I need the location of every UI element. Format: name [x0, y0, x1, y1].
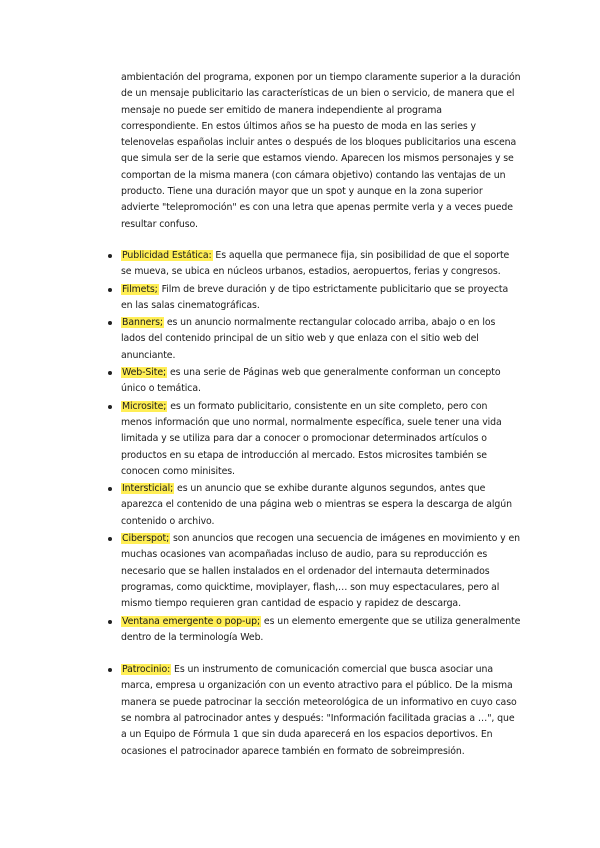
bullet-icon [108, 487, 112, 491]
definition-list [0, 248, 600, 761]
bullet-icon [108, 371, 112, 375]
term-definition: es un anuncio normalmente rectangular colocado arriba, abajo o en los lados del contenido principal de un sitio web y que enlaza con el sitio web del anunciante. [121, 317, 496, 361]
term-definition: es una serie de Páginas web que generalmente conforman un concepto único o temática. [121, 367, 501, 395]
bullet-icon [108, 288, 112, 292]
term-label: Banners; [122, 317, 163, 329]
term-label: Filmets; [122, 283, 158, 295]
term-definition: son anuncios que recogen una secuencia de imágenes en movimiento y en muchas ocasiones van acompañadas incluso de audio, para su reproducción es necesario que se hallen instalados en el ordenador del internauta determinados programas, como quicktime, moviplayer, flash,… son muy espectaculares, pero al mismo tiempo requieren gran cantidad de espacio y rapidez de descarga. [121, 533, 520, 610]
term-label: Patrocinio: [122, 664, 171, 676]
bullet-icon [108, 254, 112, 258]
term-definition: es un formato publicitario, consistente en un site completo, pero con menos información que uno normal, normalmente específica, suele tener una vida limitada y se utiliza para dar a conocer o promocionar determinados artículos o productos en su etapa de introducción al mercado. Estos microsites también se conocen como minisites. [121, 400, 502, 477]
list-item-banners [121, 315, 521, 364]
term-definition: es un elemento emergente que se utiliza generalmente dentro de la terminología Web. [121, 615, 521, 643]
bullet-icon [108, 668, 112, 672]
term-definition: Film de breve duración y de tipo estrictamente publicitario que se proyecta en las salas cinematográficas. [121, 283, 509, 311]
list-item-microsite [121, 399, 521, 480]
list-item-patrocinio [121, 662, 521, 760]
list-item-intersticial [121, 481, 521, 530]
term-label: Ciberspot; [122, 533, 170, 545]
list-item-publicidad-estatica [121, 248, 521, 281]
bullet-icon [108, 405, 112, 409]
list-item-web-site [121, 365, 521, 398]
term-label: Ventana emergente o pop-up; [122, 615, 261, 627]
list-item-ciberspot [121, 531, 521, 612]
list-item-filmets [121, 282, 521, 315]
term-definition: Es un instrumento de comunicación comercial que busca asociar una marca, empresa u organización con un evento atractivo para el público. De la misma manera se puede patrocinar la sección meteorológica de un informativo en cuyo caso se nombra al patrocinador antes y después: "Información facilitada gracias a …", que a un Equipo de Fórmula 1 que sin duda aparecerá en los espacios deportivos. En ocasiones el patrocinador aparece también en formato de sobreimpresión. [121, 664, 517, 757]
list-item-ventana-emergente [121, 614, 521, 647]
bullet-icon [108, 321, 112, 325]
term-label: Publicidad Estática: [122, 250, 212, 261]
intro-paragraph: ambientación del programa, exponen por un tiempo claramente superior a la duración de un mensaje publicitario las características de un bien o servicio, de manera que el mensaje no puede ser emitido de manera independiente al programa correspondiente. En estos últimos años se ha puesto de moda en las series y telenovelas españolas incluir antes o después de los bloques publicitarios una escena que simula ser de la serie que estamos viendo. Aparecen los mismos personajes y se comportan de la misma manera (con cámara objetivo) contando las ventajas de un producto. Tiene una duración mayor que un spot y aunque en la zona superior advierte "telepromoción" es con una letra que apenas permite verla y a veces puede resultar confuso. [121, 72, 521, 230]
term-definition: es un anuncio que se exhibe durante algunos segundos, antes que aparezca el contenido de una página web o mientras se espera la descarga de algún contenido o archivo. [121, 483, 512, 527]
term-label: Web-Site; [122, 367, 167, 379]
term-label: Microsite; [122, 400, 167, 412]
term-definition: Es aquella que permanece fija, sin posibilidad de que el soporte se mueva, se ubica en núcleos urbanos, estadios, aeropuertos, ferias y congresos. [121, 250, 510, 278]
term-label: Intersticial; [122, 483, 174, 495]
bullet-icon [108, 537, 112, 541]
bullet-icon [108, 620, 112, 624]
